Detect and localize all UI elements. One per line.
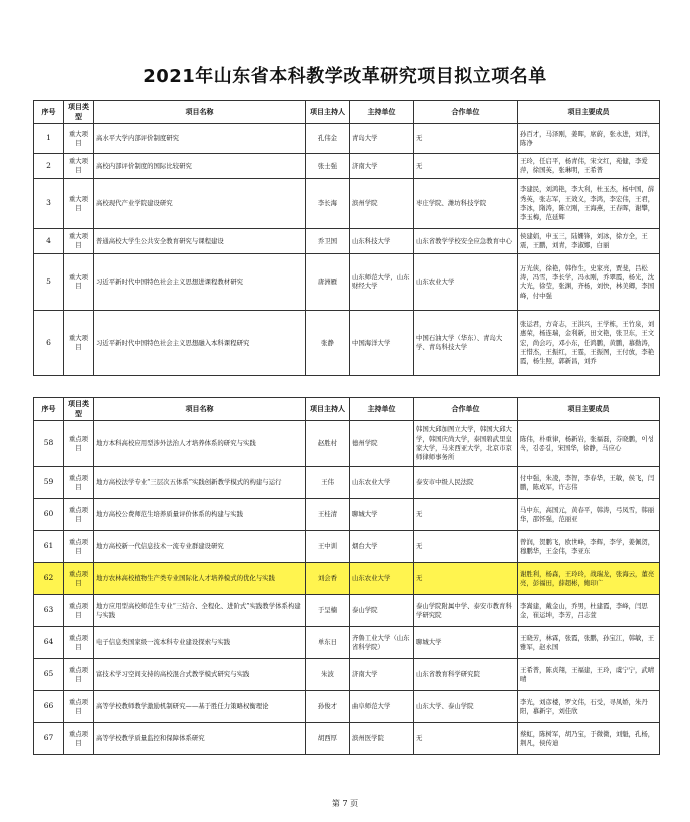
header-name: 项目名称 bbox=[94, 101, 306, 124]
row-number: 59 bbox=[34, 467, 64, 499]
header-leader: 项目主持人 bbox=[306, 101, 350, 124]
project-members: 王玲，任启平，杨青伟，宋文红，苑健，李爱萍，徐国英，张琳明，王希普 bbox=[518, 154, 660, 179]
partner-unit: 枣庄学院、潍坊科技学院 bbox=[414, 179, 518, 229]
partner-unit: 聊城大学 bbox=[414, 627, 518, 659]
host-unit: 齐鲁工业大学（山东省科学院） bbox=[350, 627, 414, 659]
project-name: 习近平新时代中国特色社会主义思想融入本科课程研究 bbox=[94, 311, 306, 376]
project-name: 习近平新时代中国特色社会主义思想进课程教材研究 bbox=[94, 254, 306, 311]
project-leader: 赵胜村 bbox=[306, 421, 350, 467]
project-type: 重点项目 bbox=[64, 627, 94, 659]
project-leader: 唐洲雁 bbox=[306, 254, 350, 311]
row-number: 67 bbox=[34, 723, 64, 755]
project-type: 重大项目 bbox=[64, 154, 94, 179]
project-name: 高等学校教师教学激励机制研究——基于胜任力策略权衡理论 bbox=[94, 691, 306, 723]
project-leader: 于呈楠 bbox=[306, 595, 350, 627]
host-unit: 烟台大学 bbox=[350, 531, 414, 563]
project-members: 付中强，朱凌，李智，李春华，王敏，侯飞，闫鹏，陈成军，许志伟 bbox=[518, 467, 660, 499]
project-type: 重大项目 bbox=[64, 254, 94, 311]
table-row bbox=[34, 563, 660, 595]
project-leader: 孙俊才 bbox=[306, 691, 350, 723]
project-name: 高等学校教学质量监控和保障体系研究 bbox=[94, 723, 306, 755]
project-members: 陈伟，朴重律，杨新岩，张福磊，芬晓鹏，이성욱，김종길，宋国华，徐静，马应心 bbox=[518, 421, 660, 467]
partner-unit: 山东省教学学校安全应急教育中心 bbox=[414, 229, 518, 254]
project-type: 重点项目 bbox=[64, 467, 94, 499]
row-number: 65 bbox=[34, 659, 64, 691]
table-row bbox=[34, 595, 660, 627]
row-number: 3 bbox=[34, 179, 64, 229]
project-type: 重大项目 bbox=[64, 229, 94, 254]
partner-unit: 无 bbox=[414, 563, 518, 595]
project-type: 重点项目 bbox=[64, 563, 94, 595]
row-number: 58 bbox=[34, 421, 64, 467]
header-unit: 主持单位 bbox=[350, 101, 414, 124]
table-row bbox=[34, 531, 660, 563]
row-number: 6 bbox=[34, 311, 64, 376]
partner-unit: 无 bbox=[414, 154, 518, 179]
project-type: 重点项目 bbox=[64, 595, 94, 627]
project-name: 地方农林高校植物生产类专业国际化人才培养模式的优化与实践 bbox=[94, 563, 306, 595]
partner-unit: 泰山学院附属中学、泰安市教育科学研究院 bbox=[414, 595, 518, 627]
header-type: 项目类型 bbox=[64, 101, 94, 124]
project-type: 重点项目 bbox=[64, 691, 94, 723]
header-name: 项目名称 bbox=[94, 398, 306, 421]
project-name: 地方高校新一代信息技术一流专业群建设研究 bbox=[94, 531, 306, 563]
project-members: 蔡虹，陈树军，胡乃宝，于微微，刘魁，孔杨，荆凡，侯传迪 bbox=[518, 723, 660, 755]
partner-unit: 山东大学、泰山学院 bbox=[414, 691, 518, 723]
project-name: 高水平大学内部评价制度研究 bbox=[94, 124, 306, 154]
table-row bbox=[34, 421, 660, 467]
project-members: 万光侠，徐艳，韩作生，史家亮，贾斐，吕松涛，冯雪，李长学，冯永刚，乔翠霞，杨光，沈大光，徐莹，张渊，齐杨，刘快，林美卿，李国峰，付中强 bbox=[518, 254, 660, 311]
row-number: 61 bbox=[34, 531, 64, 563]
row-number: 5 bbox=[34, 254, 64, 311]
table-row bbox=[34, 691, 660, 723]
host-unit: 山东师范大学，山东财经大学 bbox=[350, 254, 414, 311]
project-type: 重大项目 bbox=[64, 311, 94, 376]
table-header-row bbox=[34, 398, 660, 421]
project-table-top bbox=[33, 100, 660, 376]
host-unit: 山东农业大学 bbox=[350, 563, 414, 595]
project-members: 孙百才，马泽刚，姜晖，席蔚，张永进，刘洋，陈净 bbox=[518, 124, 660, 154]
table-row bbox=[34, 154, 660, 179]
project-members: 王晓芳，林霖，张霞，张鹏，孙宝江，韩敏，王雅军，赵永国 bbox=[518, 627, 660, 659]
header-members: 项目主要成员 bbox=[518, 101, 660, 124]
host-unit: 中国海洋大学 bbox=[350, 311, 414, 376]
table-row bbox=[34, 627, 660, 659]
project-leader: 李长海 bbox=[306, 179, 350, 229]
table-row bbox=[34, 229, 660, 254]
project-type: 重大项目 bbox=[64, 179, 94, 229]
partner-unit: 无 bbox=[414, 723, 518, 755]
project-name: 高校内部评价制度的国际比较研究 bbox=[94, 154, 306, 179]
table-row bbox=[34, 659, 660, 691]
row-number: 62 bbox=[34, 563, 64, 595]
header-partner: 合作单位 bbox=[414, 398, 518, 421]
partner-unit: 无 bbox=[414, 124, 518, 154]
project-name: 高校现代产业学院建设研究 bbox=[94, 179, 306, 229]
project-name: 地方应用型高校师范生专业“三结合、全程化、进阶式”实践教学体系构建与实践 bbox=[94, 595, 306, 627]
project-leader: 胡西厚 bbox=[306, 723, 350, 755]
partner-unit: 中国石油大学（华东）、青岛大学、青岛科技大学 bbox=[414, 311, 518, 376]
partner-unit: 山东农业大学 bbox=[414, 254, 518, 311]
project-type: 重点项目 bbox=[64, 499, 94, 531]
table-row bbox=[34, 311, 660, 376]
host-unit: 聊城大学 bbox=[350, 499, 414, 531]
row-number: 2 bbox=[34, 154, 64, 179]
table-row bbox=[34, 124, 660, 154]
project-leader: 刘会香 bbox=[306, 563, 350, 595]
project-members: 王希普，陈贞翔，王福建，王玲，虞宁宁，武晴晴 bbox=[518, 659, 660, 691]
table-row bbox=[34, 254, 660, 311]
host-unit: 曲阜师范大学 bbox=[350, 691, 414, 723]
project-leader: 王桂清 bbox=[306, 499, 350, 531]
partner-unit: 泰安市中级人民法院 bbox=[414, 467, 518, 499]
project-name: 富技术学习空间支持的高校混合式教学模式研究与实践 bbox=[94, 659, 306, 691]
project-type: 重点项目 bbox=[64, 659, 94, 691]
project-name: 电子信息类国家级一流本科专业建设探索与实践 bbox=[94, 627, 306, 659]
project-members: 李光，刘彦楼，罗文伟，石受，寻凤娇，朱丹阳，慕新宇，刘佳欣 bbox=[518, 691, 660, 723]
header-no: 序号 bbox=[34, 398, 64, 421]
host-unit: 德州学院 bbox=[350, 421, 414, 467]
project-name: 地方高校法学专业“三层次五体系”实践创新教学模式的构建与运行 bbox=[94, 467, 306, 499]
project-type: 重点项目 bbox=[64, 421, 94, 467]
partner-unit: 韩国大邱加图立大学，韩国大邱大学，韩国庆尚大学，泰国碧武里皇家大学，马来西亚大学，北京市京师律师事务所 bbox=[414, 421, 518, 467]
host-unit: 滨州学院 bbox=[350, 179, 414, 229]
project-name: 地方本科高校应用型涉外法治人才培养体系的研究与实践 bbox=[94, 421, 306, 467]
project-members: 谢胜利，杨森，王玲玲，战瑞龙，张海云，董亮亮，彭福田，薛超彬，鲍印广 bbox=[518, 563, 660, 595]
table-row bbox=[34, 467, 660, 499]
row-number: 4 bbox=[34, 229, 64, 254]
row-number: 63 bbox=[34, 595, 64, 627]
page-title: 2021年山东省本科教学改革研究项目拟立项名单 bbox=[143, 66, 547, 87]
project-members: 李建民，刘鸿艳，李大利，杜玉杰，杨中国，薛秀英，张志军，王效义，李鸿，李宏伟，王君，李冰，隋涛，陈立刚，王海燕，王春晖，谢攀，李玉梅，范延辉 bbox=[518, 179, 660, 229]
project-leader: 朱波 bbox=[306, 659, 350, 691]
project-leader: 单东日 bbox=[306, 627, 350, 659]
project-type: 重点项目 bbox=[64, 723, 94, 755]
row-number: 60 bbox=[34, 499, 64, 531]
project-leader: 乔卫国 bbox=[306, 229, 350, 254]
host-unit: 济南大学 bbox=[350, 154, 414, 179]
project-leader: 张士强 bbox=[306, 154, 350, 179]
table-header-row bbox=[34, 101, 660, 124]
project-type: 重大项目 bbox=[64, 124, 94, 154]
table-row bbox=[34, 179, 660, 229]
project-leader: 张静 bbox=[306, 311, 350, 376]
project-name: 普通高校大学生公共安全教育研究与课程建设 bbox=[94, 229, 306, 254]
row-number: 64 bbox=[34, 627, 64, 659]
header-members: 项目主要成员 bbox=[518, 398, 660, 421]
header-no: 序号 bbox=[34, 101, 64, 124]
host-unit: 山东农业大学 bbox=[350, 467, 414, 499]
project-table-bottom bbox=[33, 397, 660, 755]
host-unit: 青岛大学 bbox=[350, 124, 414, 154]
partner-unit: 无 bbox=[414, 531, 518, 563]
project-members: 马中东，高国元，黄春平，韩涛，弓凤雪，韩丽华，邵怀强，范丽亚 bbox=[518, 499, 660, 531]
header-unit: 主持单位 bbox=[350, 398, 414, 421]
project-leader: 王伟 bbox=[306, 467, 350, 499]
table-row bbox=[34, 723, 660, 755]
host-unit: 济南大学 bbox=[350, 659, 414, 691]
host-unit: 泰山学院 bbox=[350, 595, 414, 627]
project-members: 李嵩建，戴金山，乔男，杜建霞，李峰，闫思金，崔运坤，李芳，吕志萱 bbox=[518, 595, 660, 627]
header-leader: 项目主持人 bbox=[306, 398, 350, 421]
header-partner: 合作单位 bbox=[414, 101, 518, 124]
host-unit: 滨州医学院 bbox=[350, 723, 414, 755]
row-number: 1 bbox=[34, 124, 64, 154]
project-members: 曾润，贺鹏飞，欧世峰，李辉，李学，姜佩贺，穆鹏华，王金伟，李亚东 bbox=[518, 531, 660, 563]
project-leader: 孔伟金 bbox=[306, 124, 350, 154]
project-members: 张运君，方奇志，王洪兴，王学栋，王竹泉，刘惠荣，杨连瑞，金利新，田文艳，张卫东，王文宏，尚会巧，邓小东，任鸿鹏，黄鹏，慕勤涛，王惜杰，王振红，王霆，王振图，王付放，李艳霞，杨生照，郭新昌，刘乔 bbox=[518, 311, 660, 376]
partner-unit: 山东省教育科学研究院 bbox=[414, 659, 518, 691]
project-leader: 王中训 bbox=[306, 531, 350, 563]
header-type: 项目类型 bbox=[64, 398, 94, 421]
page-footer: 第 7 页 bbox=[331, 799, 359, 808]
partner-unit: 无 bbox=[414, 499, 518, 531]
project-name: 地方高校公费师范生培养质量评价体系的构建与实践 bbox=[94, 499, 306, 531]
host-unit: 山东科技大学 bbox=[350, 229, 414, 254]
row-number: 66 bbox=[34, 691, 64, 723]
project-members: 侯建娟，申玉三，陆姗锋，刘冰，徐方全，王震，王鹏，刘青，李淑娜，白丽 bbox=[518, 229, 660, 254]
project-type: 重点项目 bbox=[64, 531, 94, 563]
table-row bbox=[34, 499, 660, 531]
